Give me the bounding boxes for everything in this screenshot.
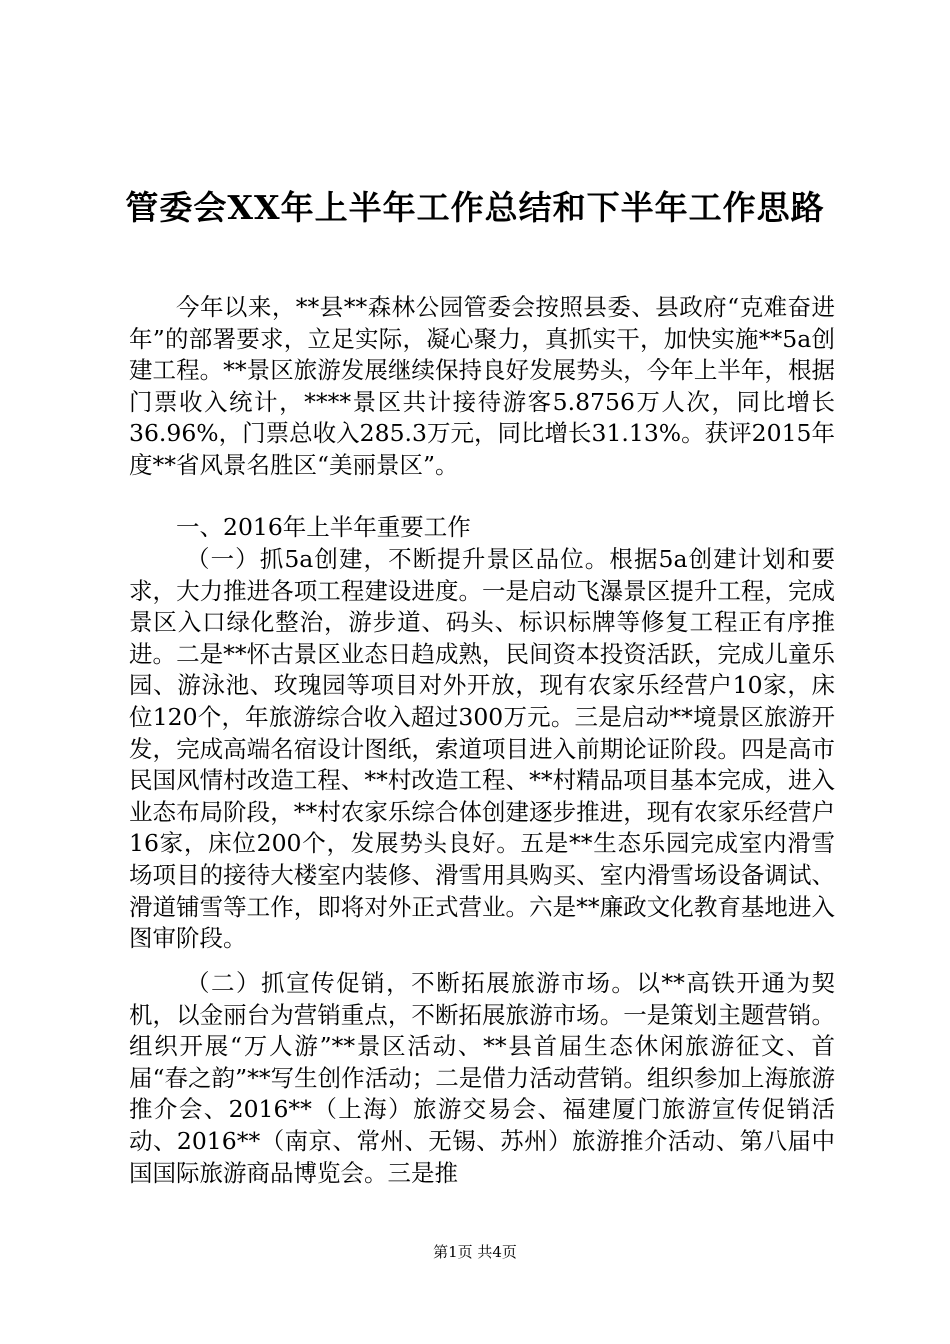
- document-title: 管委会XX年上半年工作总结和下半年工作思路: [125, 188, 825, 227]
- work-item-paragraph-2: （二）抓宣传促销，不断拓展旅游市场。以**高铁开通为契机，以金丽台为营销重点，不断拓展旅游市场。一是策划主题营销。组织开展“万人游”**景区活动、**县首届生态休闲旅游征文、首届“春之韵”**写生创作活动；二是借力活动营销。组织参加上海旅游推介会、2016**（上海）旅游交易会、福建厦门旅游宣传促销活动、2016**（南京、常州、无锡、苏州）旅游推介活动、第八届中国国际旅游商品博览会。三是推: [129, 969, 835, 1187]
- work-item-paragraph-1: （一）抓5a创建，不断提升景区品位。根据5a创建计划和要求，大力推进各项工程建设进度。一是启动飞瀑景区提升工程，完成景区入口绿化整治，游步道、码头、标识标牌等修复工程正有序推进。二是**怀古景区业态日趋成熟，民间资本投资活跃，完成儿童乐园、游泳池、玫瑰园等项目对外开放，现有农家乐经营户10家，床位120个，年旅游综合收入超过300万元。三是启动**境景区旅游开发，完成高端名宿设计图纸，索道项目进入前期论证阶段。四是高市民国风情村改造工程、**村改造工程、**村精品项目基本完成，进入业态布局阶段，**村农家乐综合体创建逐步推进，现有农家乐经营户16家，床位200个，发展势头良好。五是**生态乐园完成室内滑雪场项目的接待大楼室内装修、滑雪用具购买、室内滑雪场设备调试、滑道铺雪等工作，即将对外正式营业。六是**廉政文化教育基地进入图审阶段。: [129, 545, 835, 953]
- section-heading: 一、2016年上半年重要工作: [176, 513, 471, 541]
- intro-paragraph: 今年以来，**县**森林公园管委会按照县委、县政府“克难奋进年”的部署要求，立足实际，凝心聚力，真抓实干，加快实施**5a创建工程。**景区旅游发展继续保持良好发展势头，今年上半年，根据门票收入统计，****景区共计接待游客5.8756万人次，同比增长36.96%，门票总收入285.3万元，同比增长31.13%。获评2015年度**省风景名胜区“美丽景区”。: [129, 293, 835, 479]
- page-footer: 第1页 共4页: [433, 1243, 517, 1261]
